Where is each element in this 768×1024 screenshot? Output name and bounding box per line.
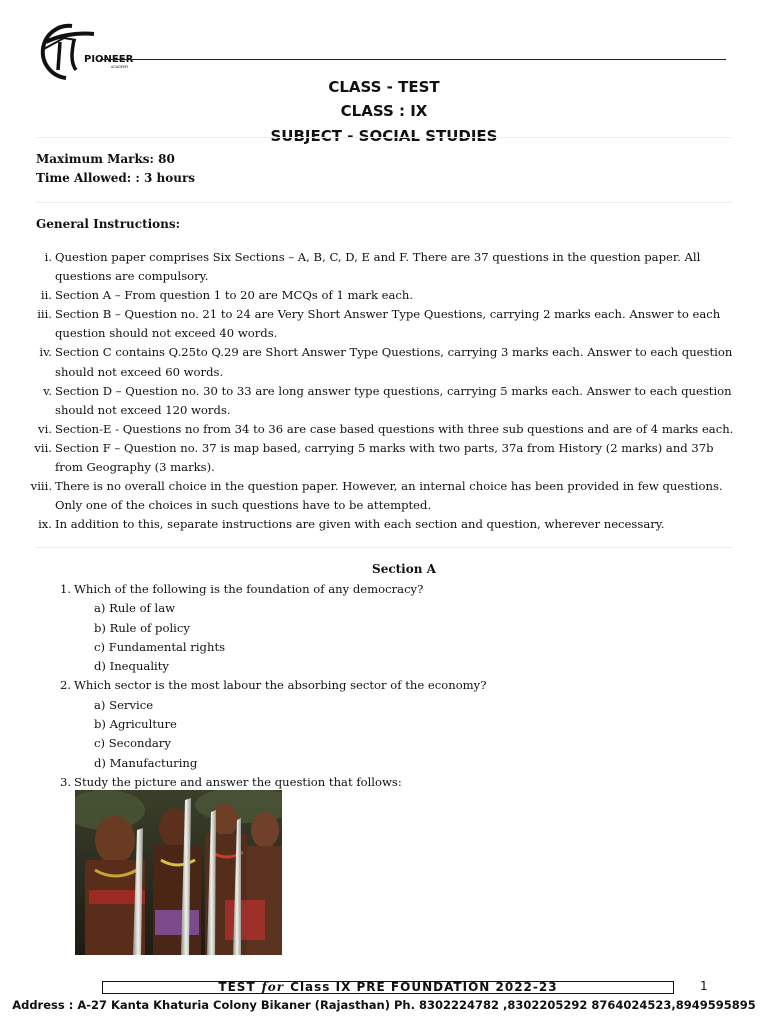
logo-text: PIONEER (84, 54, 134, 65)
instruction-text: In addition to this, separate instructions are given with each section and question, wherever necessary. (55, 517, 665, 532)
instruction-number: iii. (37, 307, 52, 322)
option: d) Inequality (94, 659, 169, 674)
logo-subtext: ACADEMY (111, 65, 129, 69)
divider (36, 547, 732, 548)
pioneer-academy-logo (36, 20, 146, 82)
instruction-item (28, 439, 736, 477)
instruction-number: vi. (38, 421, 52, 436)
instruction-item (28, 477, 736, 515)
general-instructions-heading: General Instructions: (36, 217, 181, 231)
question-number: 2. (60, 678, 72, 693)
page-number: 1 (700, 979, 708, 993)
instruction-item (28, 382, 736, 420)
question (60, 676, 720, 695)
instruction-item (28, 420, 736, 439)
instruction-text: Section D – Question no. 30 to 33 are long answer type questions, carrying 5 marks each. Answer to each question should not exceed 120 words. (55, 383, 732, 417)
instruction-text: Question paper comprises Six Sections – A, B, C, D, E and F. There are 37 questions in the question paper. All questions are compulsory. (55, 250, 701, 284)
option: c) Fundamental rights (94, 639, 226, 654)
question-3-photo (75, 790, 282, 955)
instruction-text: Section B – Question no. 21 to 24 are Very Short Answer Type Questions, carrying 2 marks each. Answer to each question should not exceed 40 words. (55, 307, 721, 341)
instruction-item (28, 305, 736, 343)
question-number: 1. (60, 582, 72, 596)
option: a) Rule of law (94, 601, 176, 616)
title-class-test: CLASS - TEST (328, 78, 440, 96)
instruction-number: viii. (30, 479, 52, 494)
option: b) Agriculture (94, 717, 177, 732)
question-text: Study the picture and answer the question that follows: (74, 774, 402, 789)
instruction-item (28, 515, 736, 534)
instructions-list (28, 248, 736, 534)
option: b) Rule of policy (94, 620, 190, 635)
footer-test-word: TEST (218, 980, 256, 994)
instruction-text: There is no overall choice in the question paper. However, an internal choice has been provided in few questions. Only one of the choices in such questions have to be attempted. (55, 479, 723, 513)
option: d) Manufacturing (94, 755, 198, 770)
divider (36, 202, 732, 203)
title-class: CLASS : IX (340, 102, 428, 120)
instruction-item (28, 248, 736, 286)
address-line: Address : A-27 Kanta Khaturia Colony Bikaner (Rajasthan) Ph. 8302224782 ,8302205292 8764024523,8949595895 (12, 998, 756, 1012)
question-number: 3. (60, 774, 72, 789)
time-allowed: Time Allowed: : 3 hours (36, 171, 196, 185)
instruction-text: Section A – From question 1 to 20 are MCQs of 1 mark each. (55, 288, 414, 303)
instruction-item (28, 343, 736, 381)
footer-class-text: Class IX PRE FOUNDATION 2022-23 (290, 980, 558, 994)
instruction-number: ii. (40, 288, 52, 303)
option: a) Service (94, 697, 154, 712)
questions-list (60, 580, 720, 792)
pi-logo-icon (36, 20, 146, 82)
instruction-text: Section C contains Q.25to Q.29 are Short Answer Type Questions, carrying 3 marks each. Answer to each question should not exceed 60 words. (55, 345, 733, 379)
option: c) Secondary (94, 736, 171, 751)
instruction-number: i. (44, 250, 52, 264)
instruction-number: vii. (34, 440, 52, 455)
instruction-number: iv. (39, 345, 52, 360)
section-a-heading: Section A (372, 562, 436, 576)
footer-title (102, 979, 674, 995)
divider (36, 137, 732, 138)
instruction-number: v. (43, 383, 52, 398)
maximum-marks: Maximum Marks: 80 (36, 152, 175, 166)
header-rule (100, 59, 726, 60)
question-text: Which of the following is the foundation of any democracy? (74, 582, 424, 596)
question-text: Which sector is the most labour the absorbing sector of the economy? (74, 678, 487, 693)
instruction-text: Section F – Question no. 37 is map based, carrying 5 marks with two parts, 37a from History (2 marks) and 37b from Geography (3 marks). (55, 440, 714, 475)
instruction-item (28, 286, 736, 305)
footer-for-word: for (261, 980, 285, 994)
question (60, 580, 720, 599)
title-subject: SUBJECT - SOCIAL STUDIES (270, 127, 498, 145)
instruction-number: ix. (38, 517, 52, 532)
warriors-photo-image (75, 790, 282, 955)
instruction-text: Section-E - Questions no from 34 to 36 are case based questions with three sub questions and are of 4 marks each. (55, 421, 734, 436)
